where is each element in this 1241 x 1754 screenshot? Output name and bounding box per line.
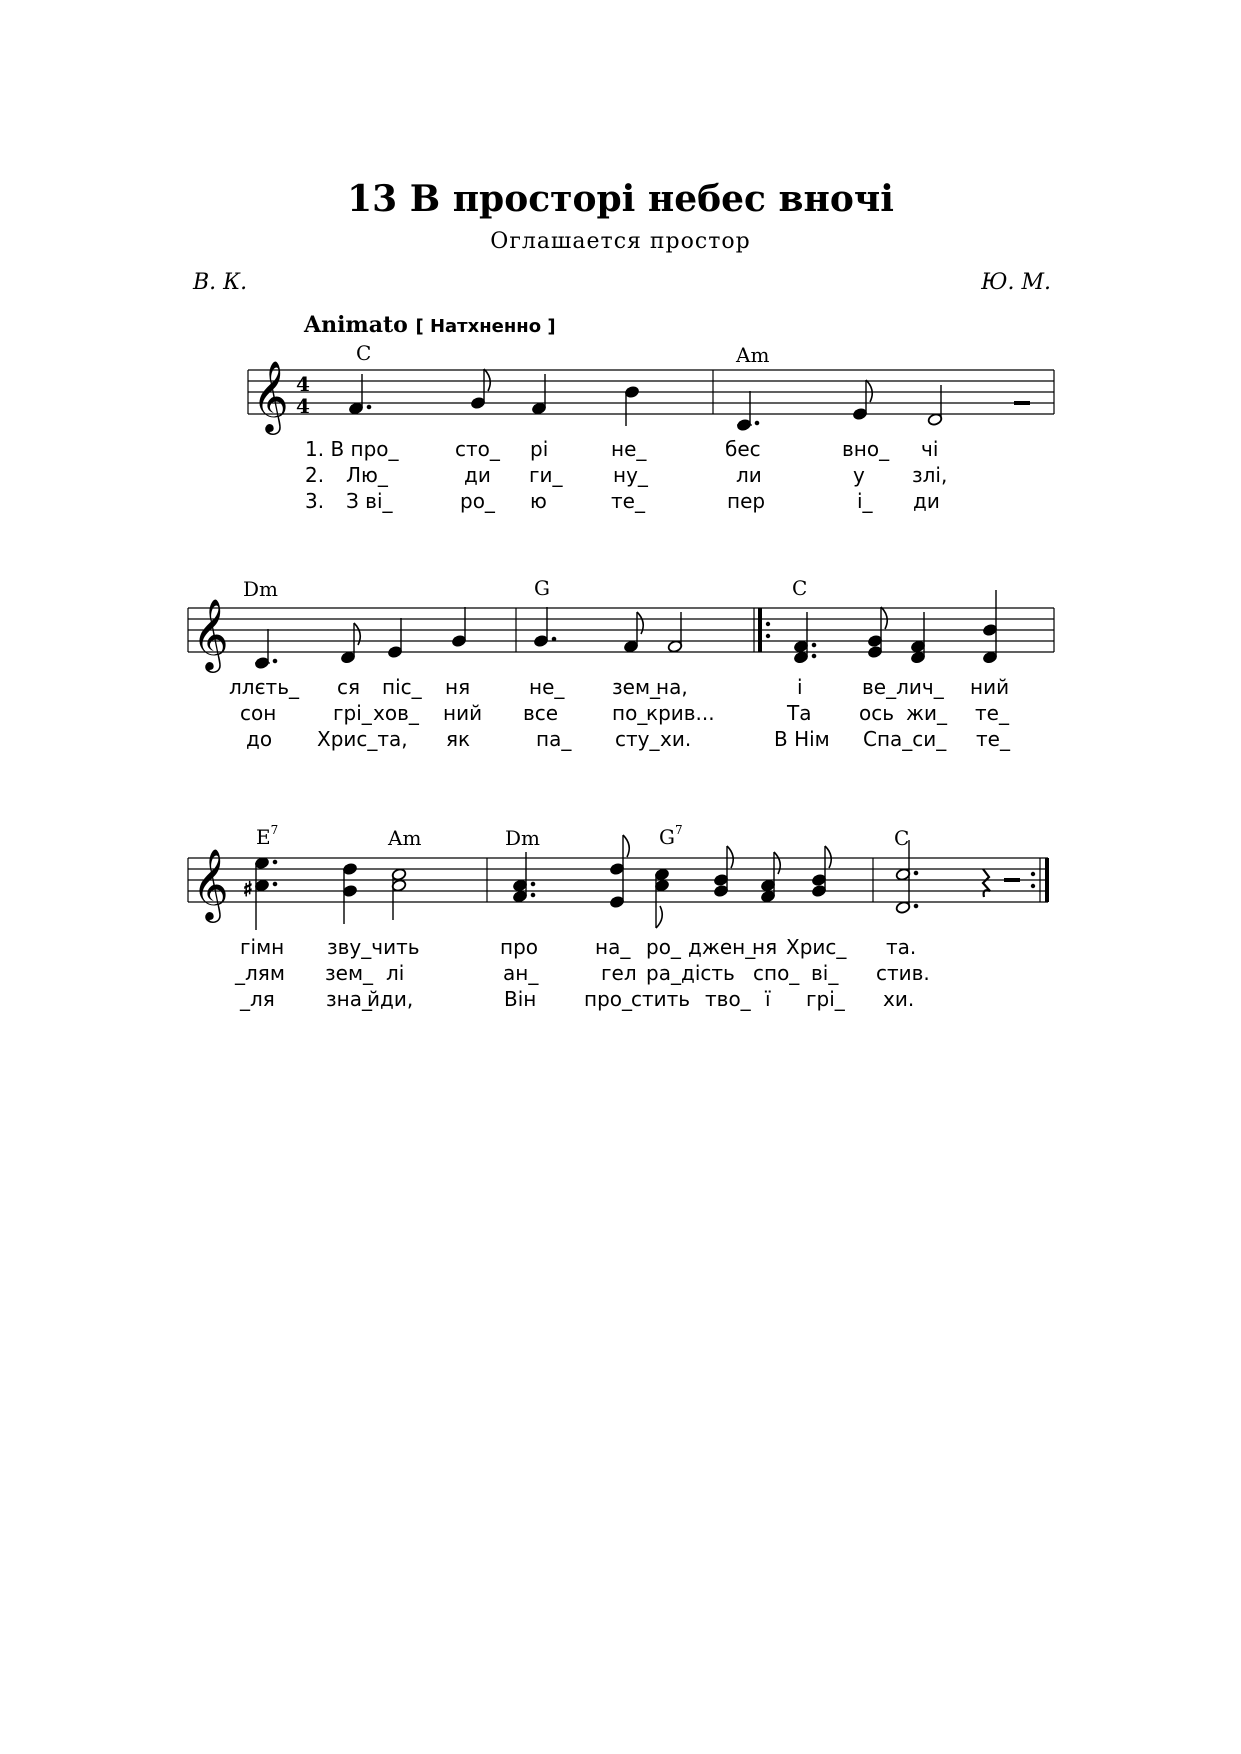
lyric-syllable: зем_ [612,675,661,699]
song-title: 13 В просторі небес вночі [347,178,894,220]
lyric-syllable: на_ [595,935,631,959]
treble-clef-icon: 𝄞 [252,359,289,432]
lyric-syllable: те_ [975,701,1009,725]
lyric-syllable: сто_ [455,437,500,461]
lyric-syllable: ось [859,701,895,725]
lyric-syllable: крив... [646,701,715,725]
chord-extension: 7 [270,823,279,838]
lyric-syllable: Хрис_та, [317,727,408,751]
lyric-syllable: ві_ [811,961,839,985]
lyric-syllable: ний [443,701,483,725]
chord-symbol [256,825,278,849]
song-subtitle: Оглашается простор [490,229,751,254]
lyric-syllable: джен_ [688,935,756,959]
lyric-syllable: стить [631,987,691,1011]
staff-system-1 [248,359,1054,435]
lyric-syllable: З ві_ [346,489,393,513]
lyric-syllable: до [246,727,273,751]
chord-symbol: G [534,576,550,600]
chord-symbol [659,825,683,849]
lyric-syllable: Хрис_ [786,935,847,959]
lyric-syllable: В Нім [774,727,830,751]
lyric-syllable: ну_ [613,463,648,487]
lyric-syllable: Лю_ [346,463,388,487]
lyric-syllable: ро_ [460,489,495,513]
lyric-syllable: па_ [536,727,572,751]
lyricist-credit: В. К. [193,270,248,295]
chord-symbol: Dm [243,577,278,601]
lyric-syllable: Він [504,987,537,1011]
chord-symbol: C [356,341,372,365]
lyric-syllable: і [797,675,803,699]
tempo-text: Animato [304,312,408,338]
lyric-syllable: ллєть_ [229,675,299,699]
lyric-syllable: все [523,701,559,725]
lyric-syllable: сту_ [615,727,660,751]
lyric-syllable: 2. [305,463,325,487]
chord-symbol: Am [388,826,422,850]
composer-credit: Ю. М. [981,270,1051,295]
lyric-syllable: вно_ [842,437,890,461]
lyric-syllable: ди [913,489,940,513]
svg-text:4: 4 [296,394,310,418]
lyric-syllable: не_ [611,437,647,461]
lyric-syllable: те_ [611,489,645,513]
tempo-translation: [ Натхненно ] [415,316,556,337]
lyric-syllable: ня [752,935,778,959]
lyric-syllable: грі_ [806,987,845,1011]
treble-clef-icon: 𝄞 [192,847,229,920]
lyric-syllable: про_ [584,987,633,1011]
lyric-syllable: лі [386,961,405,985]
lyric-syllable: хи. [883,987,915,1011]
lyric-syllable: йди, [367,987,414,1011]
sharp-icon: ♯ [243,877,253,901]
chord-root: G [659,825,675,849]
lyric-syllable: як [446,727,471,751]
lyric-syllable: ве_лич_ [862,675,944,699]
lyric-syllable: ан_ [503,961,539,985]
lyric-syllable: гел [601,961,637,985]
chord-extension: 7 [674,823,683,838]
lyric-syllable: ї [765,987,771,1011]
lyric-syllable: рі [530,437,549,461]
lyric-syllable: тво_ [705,987,751,1011]
chord-symbol: C [894,826,910,850]
lyric-syllable: грі_ [333,701,372,725]
lyric-syllable: 1. В про_ [305,437,399,461]
chord-root: E [256,825,271,849]
lyric-syllable: жи_ [906,701,948,725]
lyric-syllable: піс_ [382,675,422,699]
lyric-syllable: 3. [305,489,325,513]
lyric-syllable: не_ [529,675,565,699]
lyric-syllable: зем_ [325,961,374,985]
staff-system-2 [188,590,1054,673]
lyric-syllable: пер [727,489,766,513]
lyric-syllable: бес [725,437,761,461]
lyric-syllable: _ля [240,987,275,1011]
lyric-syllable: ний [970,675,1010,699]
lyric-syllable: та. [886,935,917,959]
chord-symbol: C [792,576,808,600]
lyric-syllable: по_ [612,701,648,725]
lyric-syllable: стив. [876,961,930,985]
lyric-syllable: Спа_си_ [863,727,947,751]
note-group [736,380,1030,432]
staff-system-3 [188,835,1048,930]
lyric-syllable: ли [736,463,762,487]
lyric-syllable: на, [656,675,688,699]
lyric-syllable: і_ [857,489,873,513]
lyric-syllable: ди [464,463,491,487]
lyric-syllable: ся [337,675,361,699]
lyric-syllable: сон [240,701,277,725]
lyric-syllable: хов_ [373,701,419,725]
chord-symbol: Dm [505,826,540,850]
lyric-syllable: зву_чить [327,935,420,959]
lyric-syllable: _лям [235,961,285,985]
treble-clef-icon: 𝄞 [192,597,229,670]
note-group [348,369,639,426]
lyric-syllable: ги_ [529,463,563,487]
lyric-syllable: злі, [912,463,948,487]
lyric-syllable: про [500,935,539,959]
lyric-syllable: ю [530,489,547,513]
lyric-syllable: те_ [976,727,1010,751]
chord-symbol: Am [736,343,770,367]
quarter-rest-icon [983,869,990,897]
lyric-syllable: зна_ [326,987,372,1011]
lyric-syllable: хи. [660,727,692,751]
lyric-syllable: ра_ [646,961,681,985]
lyric-syllable: дість [681,961,735,985]
time-signature-icon: 4 [296,372,310,396]
lyric-syllable: ро_ [646,935,681,959]
lyric-syllable: Та [787,701,812,725]
lyric-syllable: спо_ [753,961,800,985]
lyric-syllable: чі [921,437,939,461]
lyric-syllable: ня [445,675,471,699]
lyric-syllable: гімн [240,935,285,959]
lyric-syllable: у [853,463,865,487]
